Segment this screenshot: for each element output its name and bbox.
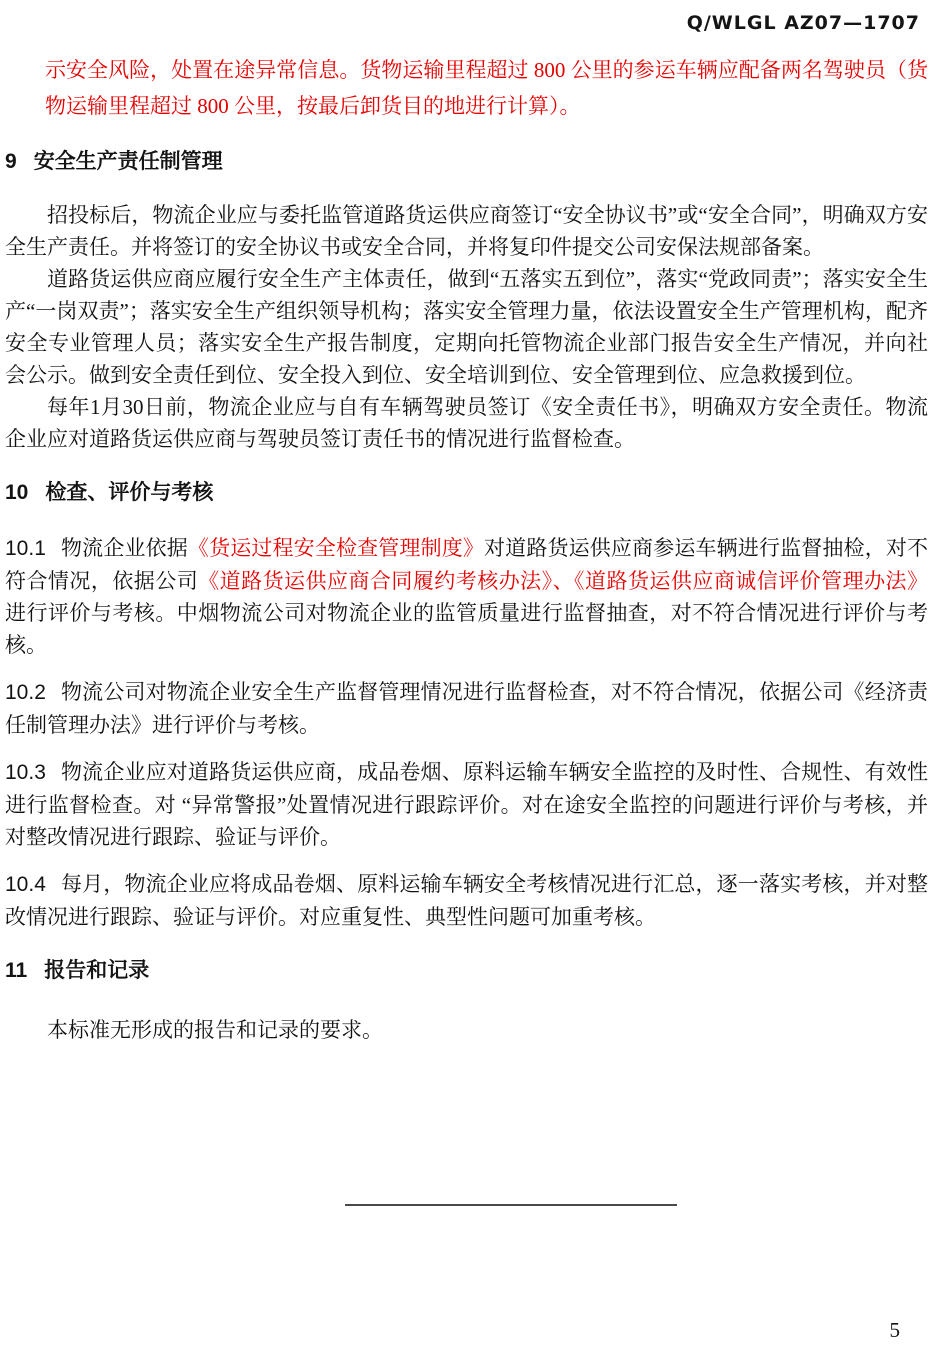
clause-number: 10.4 (5, 873, 46, 896)
text-run: 招投标后，物流企业应与委托监管道路货运供应商签订“安全协议书”或“安全合同”，明确双方安全生产责任。并将签订的安全协议书或安全合同，并将复印件提交公司安保法规部备案。 (5, 203, 928, 259)
section-heading (5, 479, 928, 506)
section-10 (5, 479, 928, 933)
text-run: 物流企业依据 (60, 536, 188, 560)
text-run: 对道路货运供应商参运车辆进行监督抽检，对不符合情况，依据公司 (5, 536, 929, 593)
clause-number: 10.2 (5, 681, 46, 704)
clause-number: 10.1 (5, 537, 46, 560)
text-run: 进行评价与考核。中烟物流公司对物流企业的监管质量进行监督抽查，对不符合情况进行评价与考核。 (5, 601, 928, 657)
clause-paragraph (5, 756, 928, 853)
page-header (5, 12, 928, 34)
text-run: 道路货运供应商应履行安全生产主体责任，做到“五落实五到位”，落实“党政同责”；落实安全生产“一岗双责”；落实安全生产组织领导机构；落实安全管理力量，依法设置安全生产管理机构，配齐安全专业管理人员；落实安全生产报告制度，定期向托管物流企业部门报告安全生产情况，并向社会公示。做到安全责任到位、安全投入到位、安全培训到位、安全管理到位、应急救援到位。 (5, 267, 928, 387)
text-run-red: 《货运过程安全检查管理制度》 (187, 536, 485, 560)
document-code: Q/WLGL AZ07—1707 (686, 12, 920, 34)
section-heading (5, 148, 928, 175)
section-title: 检查、评价与考核 (45, 481, 214, 504)
section-number: 11 (5, 959, 28, 982)
clause-paragraph (5, 868, 928, 933)
text-run: 物流公司对物流企业安全生产监督管理情况进行监督检查，对不符合情况，依据公司《经济责任制管理办法》进行评价与考核。 (5, 680, 928, 737)
paragraph (5, 263, 928, 391)
text-run-red: 《道路货运供应商合同履约考核办法》、《道路货运供应商诚信评价管理办法》 (198, 569, 928, 593)
continuation-paragraph: 示安全风险，处置在途异常信息。货物运输里程超过 800 公里的参运车辆应配备两名驾驶员（货物运输里程超过 800 公里，按最后卸货目的地进行计算）。 (45, 58, 928, 118)
text-run: 每年1月30日前，物流企业应与自有车辆驾驶员签订《安全责任书》，明确双方安全责任。物流企业应对道路货运供应商与驾驶员签订责任书的情况进行监督检查。 (5, 395, 928, 451)
paragraph (5, 199, 928, 263)
section-heading (5, 957, 928, 984)
paragraph (5, 391, 928, 455)
section-number: 10 (5, 481, 29, 504)
section-title: 安全生产责任制管理 (33, 150, 223, 173)
text-run: 本标准无形成的报告和记录的要求。 (47, 1018, 383, 1042)
page-number: 5 (889, 1318, 900, 1342)
section-9 (5, 148, 928, 455)
clause-number: 10.3 (5, 761, 46, 784)
clause-paragraph (5, 676, 928, 741)
footnote-divider (345, 1204, 677, 1206)
clause-paragraph (5, 532, 928, 661)
section-11 (5, 957, 928, 1046)
text-run: 每月，物流企业应将成品卷烟、原料运输车辆安全考核情况进行汇总，逐一落实考核，并对整改情况进行跟踪、验证与评价。对应重复性、典型性问题可加重考核。 (5, 872, 928, 929)
section-number: 9 (5, 150, 17, 173)
text-run: 物流企业应对道路货运供应商，成品卷烟、原料运输车辆安全监控的及时性、合规性、有效性进行监督检查。对 “异常警报”处置情况进行跟踪评价。对在途安全监控的问题进行评价与考核，并对整改情况进行跟踪、验证与评价。 (5, 760, 928, 849)
section-title: 报告和记录 (44, 959, 150, 982)
paragraph (5, 1014, 928, 1046)
